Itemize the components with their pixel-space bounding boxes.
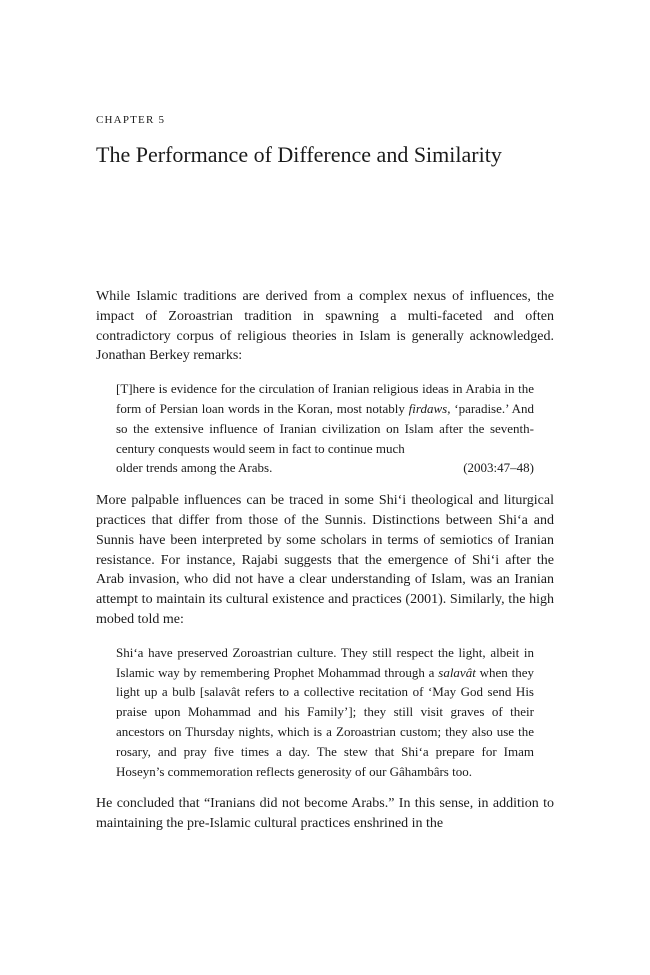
paragraph-influences: More palpable influences can be traced in some Shi‘i theological and liturgical practices that differ from those of the Sunnis. Distinctions between Shi‘a and Sunnis have been interpreted by some scholars in terms of semiotics of Iranian resistance. For instance, Rajabi suggests that the emergence of Shi‘i after the Arab invasion, who did not have a clear understanding of Islam, was an Iranian attempt to maintain its cultural existence and practices (2001). Similarly, the high mobed told me: xyxy=(96,493,554,627)
chapter-label: CHAPTER 5 xyxy=(96,114,166,126)
block-quote-berkey xyxy=(116,379,534,478)
body-text xyxy=(96,287,554,834)
paragraph-intro: While Islamic traditions are derived from a complex nexus of influences, the impact of Zoroastrian tradition in spawning a multi-faceted and often contradictory corpus of religious theories in Islam is generally acknowledged. Jonathan Berkey remarks: xyxy=(96,289,554,364)
emphasis-salavat: salavât xyxy=(438,664,476,680)
quote-text: Shi‘a have preserved Zoroastrian culture. They still respect the light, albeit in Islamic way by remembering Prophet Mohammad through a salavât when they light up a bulb [salavât refers to a collective recitation of ‘May God send His praise upon Mohammad and his Family’]; they still visit graves of their ancestors on Thursday nights, which is a Zoroastrian custom; they also use the rosary, and pray five times a day. The stew that Shi‘a prepare for Imam Hoseyn’s commemoration reflects generosity of our Gâhambârs too. xyxy=(116,644,535,779)
quote-last-line: older trends among the Arabs. (2003:47–48) xyxy=(116,458,534,478)
chapter-title: The Performance of Difference and Similarity xyxy=(96,142,502,167)
paragraph-conclusion: He concluded that “Iranians did not become Arabs.” In this sense, in addition to maintaining the pre-Islamic cultural practices enshrined in the xyxy=(96,796,554,832)
quote-text: [T]here is evidence for the circulation of Iranian religious ideas in Arabia in the form of Persian loan words in the Koran, most notably firdaws, ‘paradise.’ And so the extensive influence of Iranian civilization on Islam after the seventh-century conquests would seem in fact to continue much xyxy=(116,381,534,456)
citation: (2003:47–48) xyxy=(463,460,534,476)
emphasis-firdaws: firdaws xyxy=(408,400,448,416)
block-quote-mobed xyxy=(116,643,534,782)
